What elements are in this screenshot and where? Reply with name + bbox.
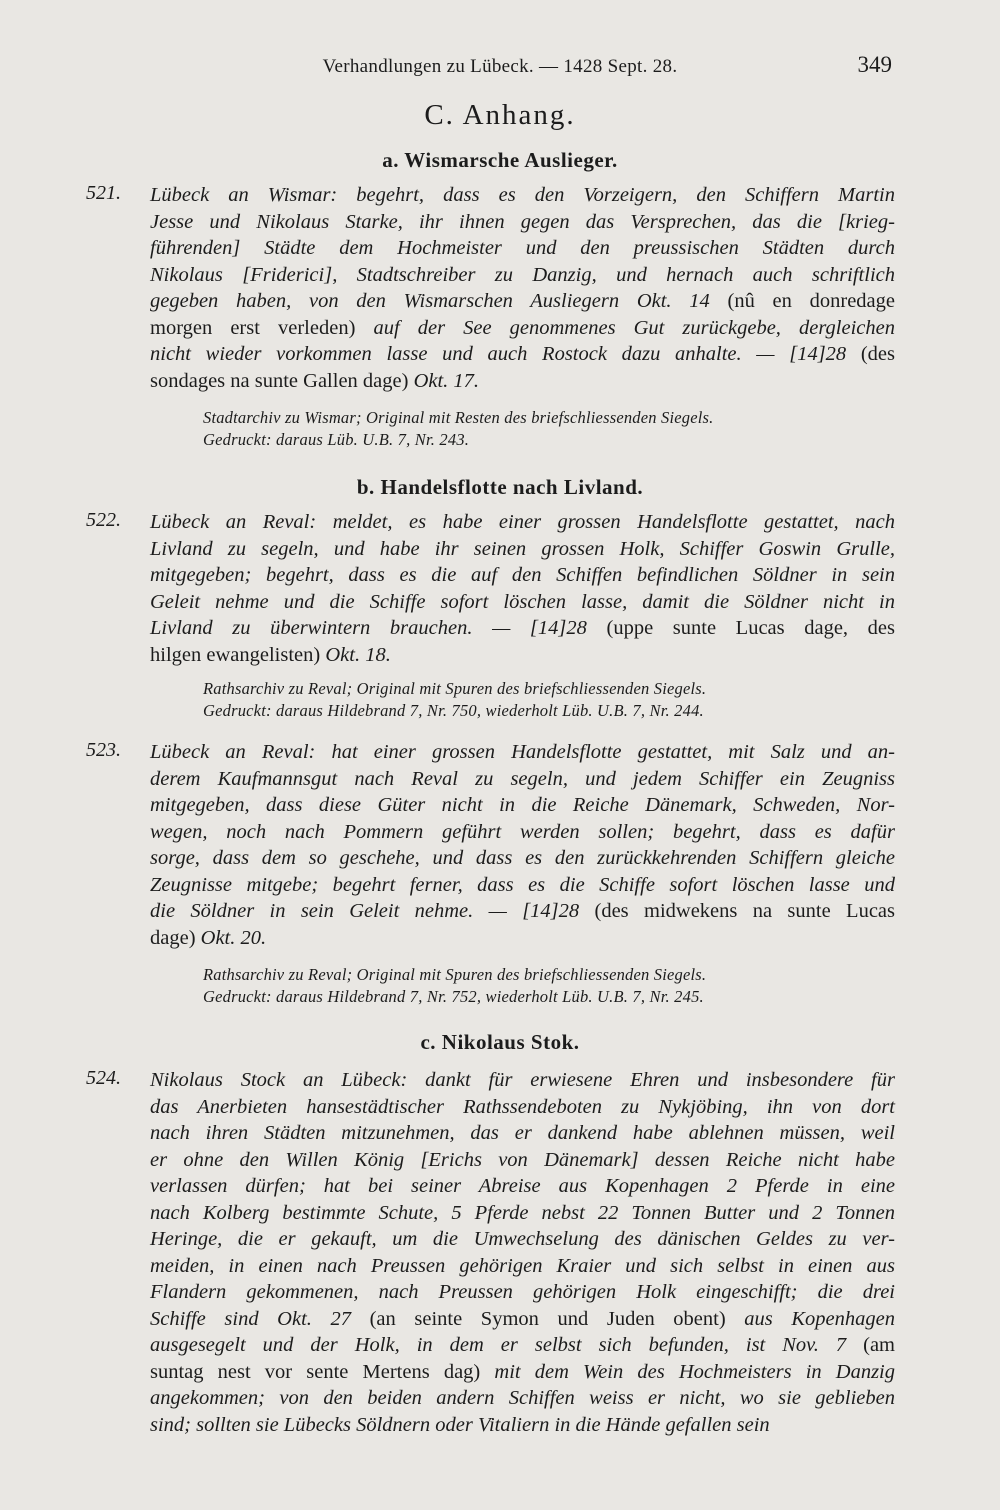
text-line [150,766,895,793]
text-line [150,262,895,289]
text-segment: (uppe sunte Lucas dage, des [586,617,895,639]
print-note: Gedruckt: daraus Hildebrand 7, Nr. 750, wiederholt Lüb. U.B. 7, Nr. 244. [203,701,704,720]
text-line [150,1253,895,1280]
text-line [150,792,895,819]
text-line [150,562,895,589]
text-line [150,1279,895,1306]
text-segment: wegen, noch nach Pommern geführt werden sollen; begehrt, dass es dafür [150,820,895,843]
text-segment: (am [846,1334,895,1356]
entry-522 [86,509,895,668]
text-line [150,288,895,315]
text-segment: Lübeck an Reval: meldet, es habe einer grossen Handelsflotte gestattet, nach [150,511,895,533]
text-segment: Zeugnisse mitgebe; begehrt ferner, dass es die Schiffe sofort löschen lasse und [150,873,895,896]
text-line [150,642,895,669]
subsection-title-c: c. Nikolaus Stok. [420,1030,580,1054]
text-segment: mit dem Wein des Hochmeisters in Danzig [494,1360,895,1383]
text-segment: Okt. 17. [413,369,480,392]
text-segment: mitgegeben; begehrt, dass es die auf den Schiffen befindlichen Söldner in sein [150,564,895,586]
entry-text [150,182,895,394]
text-segment: (des [846,343,895,365]
text-line [150,1067,895,1094]
text-line [150,898,895,925]
text-segment: Lübeck an Wismar: begehrt, dass es den Vorzeigern, den Schiffern Martin [150,184,895,206]
text-segment: Heringe, die er gekauft, um die Umwechselung des dänischen Geldes zu ver- [150,1228,895,1250]
text-segment: nach Kolberg bestimmte Schute, 5 Pferde nebst 22 Tonnen Butter und 2 Tonnen [150,1201,895,1224]
text-line [150,1359,895,1386]
running-head: Verhandlungen zu Lübeck. — 1428 Sept. 28. [322,56,678,77]
text-segment: führenden] Städte dem Hochmeister und den preussischen Städten durch [150,237,895,259]
text-segment: Geleit nehme und die Schiffe sofort löschen lasse, damit die Söldner nicht in [150,590,895,613]
text-line [150,1094,895,1121]
text-segment: Okt. 20. [200,926,267,949]
subsection-title-a: a. Wismarsche Auslieger. [382,148,618,172]
text-segment: Jesse und Nikolaus Starke, ihr ihnen gegen das Versprechen, das die [krieg- [150,210,895,233]
text-line [150,615,895,642]
text-segment: Okt. 18. [325,643,391,666]
text-segment: (nû en donredage [709,290,895,312]
print-note: Gedruckt: daraus Hildebrand 7, Nr. 752, wiederholt Lüb. U.B. 7, Nr. 245. [203,987,704,1006]
text-segment: ausgesegelt und der Holk, in dem er selbst sich befunden, ist Nov. 7 [150,1334,847,1356]
text-line [150,925,895,952]
text-line [150,1200,895,1227]
source-note: Rathsarchiv zu Reval; Original mit Spuren des briefschliessenden Siegels. [203,965,707,984]
text-segment: (an seinte Symon und Juden obent) [351,1307,745,1330]
text-line [150,819,895,846]
text-line [150,1147,895,1174]
text-segment: angekommen; von den beiden andern Schiffen weiss er nicht, wo sie geblieben [150,1387,895,1409]
text-line [150,1412,895,1439]
text-segment: morgen erst verleden) [150,316,374,339]
entry-number: 522. [86,509,121,531]
text-segment: sorge, dass dem so geschehe, und dass es den zurückkehrenden Schiffern gleiche [150,847,895,869]
text-line [150,1226,895,1253]
text-segment: gegeben haben, von den Wismarschen Ausliegern Okt. 14 [150,290,710,312]
section-title: C. Anhang. [424,99,576,131]
text-segment: derem Kaufmannsgut nach Reval zu segeln, und jedem Schiffer ein Zeugniss [150,767,895,790]
text-line [150,739,895,766]
entry-521 [86,182,895,394]
text-segment: sind; sollten sie Lübecks Söldnern oder Vitaliern in die Hände gefallen sein [150,1413,770,1436]
text-line [150,1120,895,1147]
text-segment: nach ihren Städten mitzunehmen, das er dankend habe ablehnen müssen, weil [150,1122,895,1144]
text-line [150,1173,895,1200]
text-segment: meiden, in einen nach Preussen gehörigen Kraier und sich selbst in einen aus [150,1254,895,1277]
text-segment: verlassen dürfen; hat bei seiner Abreise aus Kopenhagen 2 Pferde in eine [150,1175,895,1197]
text-segment: Nikolaus Stock an Lübeck: dankt für erwiesene Ehren und insbesondere für [150,1069,895,1091]
text-segment: sondages na sunte Gallen dage) [150,369,414,392]
entry-text [150,739,895,951]
text-segment: aus Kopenhagen [744,1307,895,1330]
source-note: Rathsarchiv zu Reval; Original mit Spuren des briefschliessenden Siegels. [203,679,707,698]
text-line [150,509,895,536]
text-segment: Schiffe sind Okt. 27 [150,1307,351,1330]
entry-524 [86,1067,895,1438]
text-line [150,1385,895,1412]
text-segment: Flandern gekommenen, nach Preussen gehörigen Holk eingeschifft; die drei [150,1281,895,1303]
text-line [150,1306,895,1333]
text-line [150,536,895,563]
entry-number: 521. [86,182,121,204]
text-line [150,368,895,395]
text-segment: die Söldner in sein Geleit nehme. — [14]28 [150,900,580,922]
text-segment: er ohne den Willen König [Erichs von Dänemark] dessen Reiche nicht habe [150,1148,895,1171]
text-segment: (des midwekens na sunte Lucas [579,900,896,922]
text-line [150,845,895,872]
text-line [150,235,895,262]
subsection-title-b: b. Handelsflotte nach Livland. [356,475,644,499]
text-line [150,209,895,236]
text-line [150,182,895,209]
text-line [150,589,895,616]
page-header [0,52,1000,84]
text-segment: suntag nest vor sente Mertens dag) [150,1360,495,1383]
text-line [150,1332,895,1359]
entry-number: 524. [86,1067,121,1089]
text-segment: Lübeck an Reval: hat einer grossen Handelsflotte gestattet, mit Salz und an- [150,741,895,763]
text-segment: auf der See genommenes Gut zurückgebe, dergleichen [373,316,895,339]
entry-523 [86,739,896,951]
entry-text [150,1067,895,1438]
text-segment: das Anerbieten hansestädtischer Rathssendeboten zu Nykjöbing, ihn von dort [150,1095,895,1118]
source-note: Stadtarchiv zu Wismar; Original mit Resten des briefschliessenden Siegels. [203,408,714,427]
entry-number: 523. [86,739,121,761]
text-line [150,315,895,342]
entry-text [150,509,895,668]
text-segment: nicht wieder vorkommen lasse und auch Rostock dazu anhalte. — [14]28 [150,343,847,365]
text-line [150,341,895,368]
text-segment: Livland zu segeln, und habe ihr seinen grossen Holk, Schiffer Goswin Grulle, [150,537,895,560]
page-number: 349 [857,52,892,77]
text-segment: dage) [150,926,201,949]
text-segment: hilgen ewangelisten) [150,643,326,666]
text-segment: Nikolaus [Friderici], Stadtschreiber zu Danzig, und hernach auch schriftlich [150,263,895,286]
text-segment: mitgegeben, dass diese Güter nicht in die Reiche Dänemark, Schweden, Nor- [150,794,895,816]
text-segment: Livland zu überwintern brauchen. — [14]28 [150,617,587,639]
print-note: Gedruckt: daraus Lüb. U.B. 7, Nr. 243. [203,430,470,449]
text-line [150,872,895,899]
